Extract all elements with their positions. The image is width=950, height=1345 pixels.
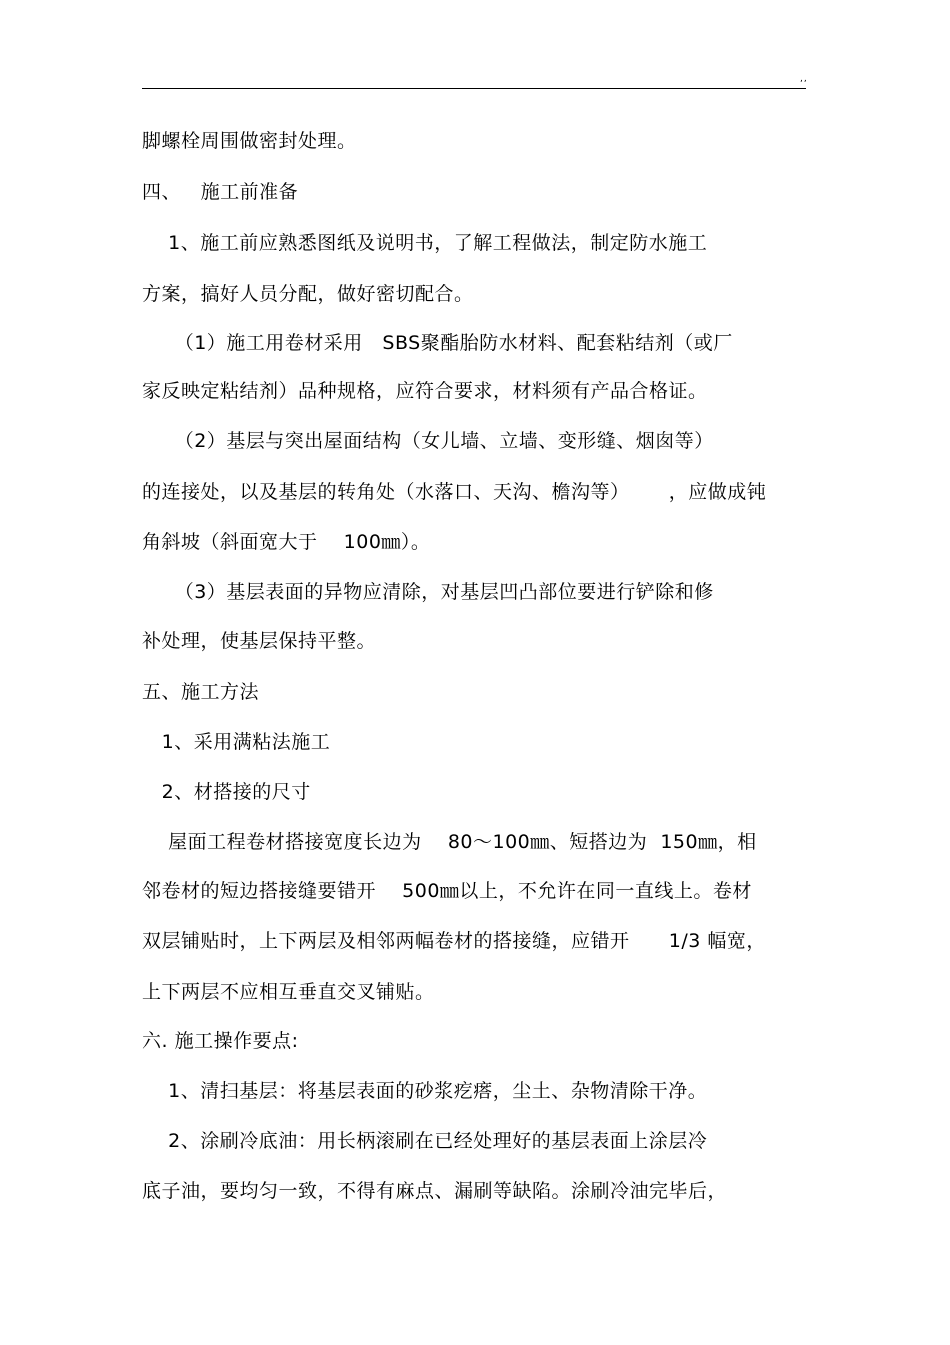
section-heading: 六. 施工操作要点: <box>142 1030 299 1052</box>
text-line: 屋面工程卷材搭接宽度长边为 80～100㎜、短搭边为 150㎜，相 <box>142 831 757 853</box>
text-line: 家反映定粘结剂）品种规格，应符合要求，材料须有产品合格证。 <box>142 380 708 402</box>
text-line: 2、材搭接的尺寸 <box>142 781 311 803</box>
header-mark: ,, <box>800 74 808 84</box>
header-rule <box>142 88 806 89</box>
text-line: 方案，搞好人员分配，做好密切配合。 <box>142 283 474 305</box>
text-line: 底子油，要均匀一致，不得有麻点、漏刷等缺陷。涂刷冷油完毕后， <box>142 1180 728 1202</box>
text-line: （3）基层表面的异物应清除，对基层凹凸部位要进行铲除和修 <box>142 581 714 603</box>
text-line: 的连接处，以及基层的转角处（水落口、天沟、檐沟等） ，应做成钝 <box>142 481 767 503</box>
text-line: 邻卷材的短边搭接缝要错开 500㎜以上，不允许在同一直线上。卷材 <box>142 880 752 902</box>
text-line: 上下两层不应相互垂直交叉铺贴。 <box>142 981 435 1003</box>
section-heading: 五、施工方法 <box>142 681 260 703</box>
text-line: 补处理，使基层保持平整。 <box>142 630 377 652</box>
text-line: 角斜坡（斜面宽大于 100㎜）。 <box>142 531 431 553</box>
text-line: 2、涂刷冷底油：用长柄滚刷在已经处理好的基层表面上涂层冷 <box>142 1130 708 1152</box>
text-line: （1）施工用卷材采用 SBS聚酯胎防水材料、配套粘结剂（或厂 <box>142 332 733 354</box>
text-line: 双层铺贴时，上下两层及相邻两幅卷材的搭接缝，应错开 1/3 幅宽， <box>142 930 766 952</box>
text-line: （2）基层与突出屋面结构（女儿墙、立墙、变形缝、烟囱等） <box>142 430 714 452</box>
text-line: 1、清扫基层：将基层表面的砂浆疙瘩，尘土、杂物清除干净。 <box>142 1080 708 1102</box>
text-line: 1、施工前应熟悉图纸及说明书，了解工程做法，制定防水施工 <box>142 232 708 254</box>
section-heading: 四、 施工前准备 <box>142 181 299 203</box>
text-line: 脚螺栓周围做密封处理。 <box>142 130 357 152</box>
text-line: 1、采用满粘法施工 <box>142 731 331 753</box>
